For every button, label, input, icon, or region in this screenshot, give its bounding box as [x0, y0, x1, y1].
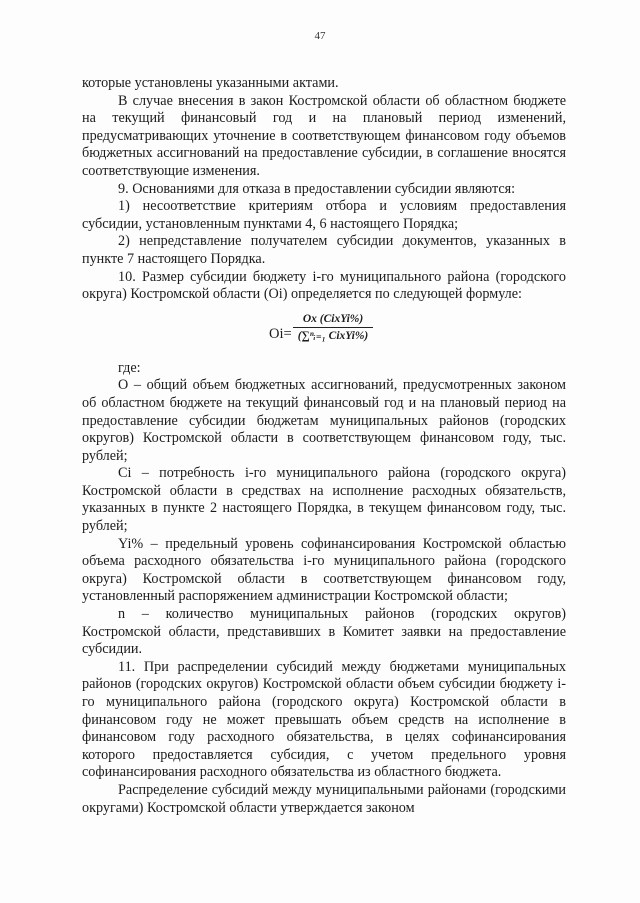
document-body [82, 75, 566, 817]
formula-numerator: Ox (CixYi%) [302, 312, 364, 325]
paragraph: 10. Размер субсидии бюджету i-го муниципального района (городского округа) Костромской области (Oi) определяется по следующей формуле: [82, 268, 566, 303]
paragraph: 11. При распределении субсидий между бюджетами муниципальных районов (городских округов) Костромской области объем субсидии бюджету i-го муниципального района (городского округа) Костромской области в финансовом году не может превышать объем средств на исполнение в финансовом году расходного обязательства, в целях софинансирования которого предоставляется субсидия, с учетом предельного уровня софинансирования расходного обязательства из областного бюджета. [82, 658, 566, 781]
formula-denominator: (∑ⁿᵢ₌₁ CixYi%) [297, 329, 369, 342]
paragraph: которые установлены указанными актами. [82, 75, 339, 91]
paragraph: Распределение субсидий между муниципальными районами (городскими округами) Костромской области утверждается законом [82, 781, 566, 816]
paragraph: Yi% – предельный уровень софинансирования Костромской областью объема расходного обязательства i-го муниципального района (городского округа) Костромской области в соответствующем финансовом году, установленный распоряжением администрации Костромской области; [82, 535, 566, 605]
paragraph: O – общий объем бюджетных ассигнований, предусмотренных законом об областном бюджете на текущий финансовый год и на плановый период на предоставление субсидии бюджетам муниципальных районов (городских округов) Костромской области в соответствующем финансовом году, тыс. рублей; [82, 377, 566, 464]
page-number: 47 [314, 30, 326, 42]
paragraph: 1) несоответствие критериям отбора и условиям предоставления субсидии, установленным пунктами 4, 6 настоящего Порядка; [82, 198, 566, 232]
fraction-bar [293, 327, 373, 328]
paragraph: n – количество муниципальных районов (городских округов) Костромской области, представивших в Комитет заявки на предоставление субсидии. [82, 606, 566, 658]
paragraph: Ci – потребность i-го муниципального района (городского округа) Костромской области в средствах на исполнение расходных обязательств, указанных в пункте 2 настоящего Порядка, в текущем финансовом году, тыс. рублей; [82, 465, 566, 535]
formula [82, 310, 566, 356]
paragraph: 9. Основаниями для отказа в предоставлении субсидии являются: [118, 180, 516, 197]
paragraph: В случае внесения в закон Костромской области об областном бюджете на текущий финансовый год и на плановый период изменений, предусматривающих уточнение в соответствующем финансовом году объемов бюджетных ассигнований на предоставление субсидии, в соглашение вносятся соответствующие изменения. [82, 92, 566, 179]
paragraph: 2) непредставление получателем субсидии документов, указанных в пункте 7 настоящего Порядка. [82, 233, 566, 267]
paragraph: где: [118, 359, 141, 376]
formula-fraction [293, 312, 373, 343]
formula-lhs: Oi= [269, 325, 292, 342]
